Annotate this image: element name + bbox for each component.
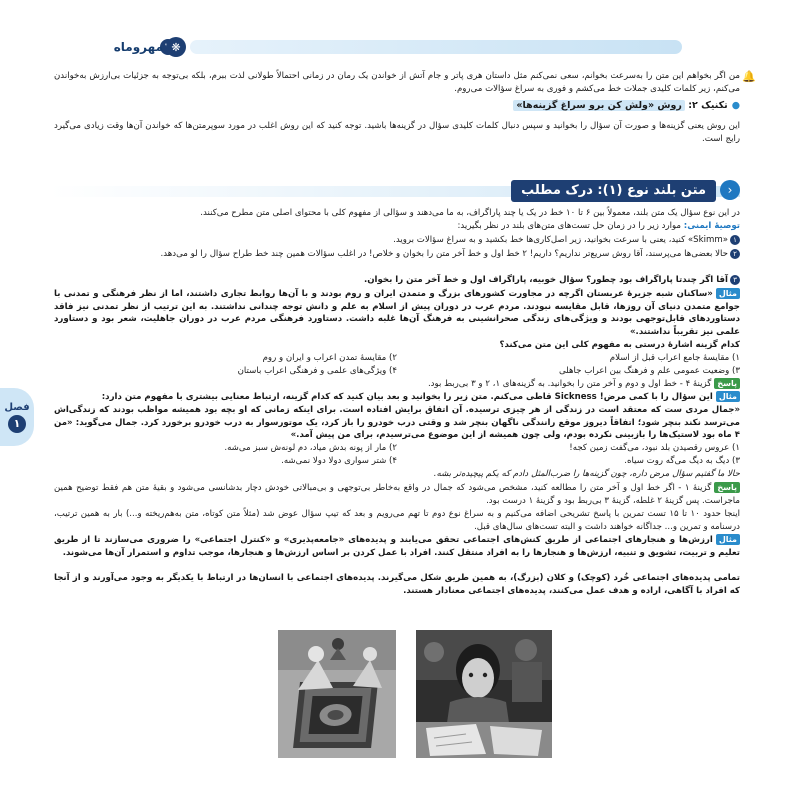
chapter-side-tab (0, 388, 34, 446)
q1-option-3: ۳) وضعیت عمومی علم و فرهنگ بین اعراب جاهلی (559, 365, 740, 376)
answer-tag: پاسخ (714, 378, 740, 389)
brand (102, 36, 186, 58)
q2-option-1: ۱) عروس رقصیدن بلد نبود، می‌گفت زمین کجه! (569, 443, 740, 453)
safety-tip (54, 220, 740, 233)
chevron-left-icon: ‹ (720, 180, 740, 200)
example-2-note: حالا ما گفتیم سؤال مرض داره، چون گزینه‌ها را ضرب‌المثل دادم که یکم پیچیده‌تر بشه. (433, 469, 740, 479)
bullet-icon: ● (731, 100, 740, 111)
tip-item-3: ۳آقا اگر چندتا پاراگراف بود چطور؟ سؤال خوبیه، پاراگراف اول و خط آخر متن را بخوان. (54, 274, 740, 287)
body-paragraph-1: در این نوع سؤال یک متن بلند، معمولاً بین ۶ تا ۱۰ خط در یک یا چند پاراگراف، به ما می‌دهند و سؤالی از مفهوم کلی با محتوای اصلی متن مطرح می‌کنند. (200, 208, 740, 218)
tip-item-1: ۱«Skimm» کنید، یعنی با سرعت بخوانید، زیر اصل‌کاری‌ها خط بکشید و به سراغ سؤالات بروید. (54, 234, 740, 247)
example-1: مثال«ساکنان شبه جزیرهٔ عربستان اگرچه در مجاورت کشورهای بزرگ و متمدن ایران و روم بودند و با آن‌ها روابط تجاری داشتند، اما از نظر فرهنگی و تمدنی با جوامع متمدن دنیای آن روزها، قابل مقایسه نبودند. مردم عرب در دوران پیش از اسلام به علم و دانش توجه چندانی نداشتند. به این ترتیب از نظر تمدنی نیز فاقد دستاوردهای قابل‌توجهی بودند و ویژگی‌های زندگی صحرانشینی به فرهنگ آن‌ها غلبه داشت. دستاورد فرهنگی مردم عرب در دوران جاهلیت، شعر بود و دستاورد علمی نیز تقریباً نداشتند.» (54, 289, 740, 337)
q1-option-4: ۴) ویژگی‌های علمی و فرهنگی اعراب باستان (237, 365, 397, 376)
question-2-options (54, 442, 740, 467)
tip-text: موارد زیر را در زمان حل تست‌های متن‌های بلند در نظر بگیرید: (457, 221, 682, 231)
example-tag: مثال (716, 288, 740, 299)
brand-name: مهروماه (113, 40, 163, 54)
example-tag: مثال (716, 391, 740, 402)
question-1-options (54, 352, 740, 377)
section-banner (50, 180, 740, 202)
technique-heading (54, 100, 740, 113)
header-band (190, 40, 682, 54)
butterfly-logo-icon: ❋ (166, 37, 186, 57)
answer-tag: پاسخ (714, 482, 740, 493)
q2-option-4: ۴) شتر سواری دولا دولا نمی‌شه. (281, 455, 397, 466)
page-header (0, 36, 800, 58)
q2-option-2: ۲) مار از پونه بدش میاد، دم لونه‌ش سبز می‌شه. (224, 443, 397, 453)
chapter-label: فصل (4, 401, 30, 413)
tip-item-2: ۲حالا بعضی‌ها می‌پرسند، آقا روش سریع‌تر نداریم؟ داریم! ۲ خط اول و خط آخر متن را بخوان و خلاص! در اغلب سؤالات همین چند خط طراح سؤال را لو می‌دهد. (54, 248, 740, 261)
technique-highlight: روش «ولش کن برو سراغ گزینه‌ها» (513, 100, 684, 111)
chapter-number: ۱ (8, 415, 26, 433)
technique-text: این روش یعنی گزینه‌ها و صورت آن سؤال را بخوانید و سپس دنبال کلمات کلیدی سؤال در گزینه‌ها باشید. توجه کنید که این روش اغلب در مورد سوپرمتن‌ها که خواندن آن‌ها وقت زیادی می‌گیرد رایج است. (54, 121, 740, 144)
q1-option-1: ۱) مقایسهٔ جامع اعراب قبل از اسلام (609, 353, 740, 363)
bell-icon: 🔔 (742, 70, 756, 83)
answer-1: پاسخگزینهٔ ۴ - خط اول و دوم و آخر متن را بخوانید. به گزینه‌های ۱، ۲ و ۳ بی‌ربط بود. (54, 378, 740, 391)
answer-2-extra: اینجا حدود ۱۰ تا ۱۵ تست تمرین با پاسخ تشریحی اضافه می‌کنیم و به سراغ نوع دوم تا تهم می‌رویم و بعد که تیپ سؤال عوض شد (مثلاً متن کوتاه، متن به‌هم‌ریخته و...) بار به همین ترتیب، درسنامه و تمرین و... جداگانه خواهند داشت و البته تست‌های سال‌های قبل. (54, 509, 740, 532)
example-tag: مثال (716, 534, 740, 545)
example-2-quote: «جمال مردی ست که معتقد است در زندگی از هر چیزی ترسیده. آن اتفاق برایش افتاده است. برای اینکه زمانی که او بچه بود همیشه مواظب بودند که زندگی‌اش می‌ترسد نکند بنچر شود؛ اتفاقاً دیروز موقع رانندگی ناگهان بنچر شد و وقتی درب خودرو را باز کرد، یک موتورسوار به درب خودرو برخورد کرد. جمال می‌گوید: «من ۴ ماه بود لاستیک‌ها را بازبینی نکرده بودم، ولی چون همیشه از این موضوع می‌ترسیدم، برای من پیش آمد.» (54, 405, 740, 441)
example-3-more: تمامی پدیده‌های اجتماعی خُرد (کوچک) و کلان (بزرگ)، به همین طریق شکل می‌گیرند. پدیده‌های اجتماعی با انسان‌ها در ارتباط با یکدیگر به وجود می‌آورند و از آنجا که افراد با آگاهی، اراده و هدف عمل می‌کنند، پدیده‌های اجتماعی معنادار هستند. (54, 573, 740, 596)
question-1: کدام گزینه اشارهٔ درستی به مفهوم کلی این متن می‌کند؟ (499, 340, 740, 350)
section-title: متن بلند نوع (۱): درک مطلب (511, 180, 716, 202)
intro-paragraph: من اگر بخواهم این متن را به‌سرعت بخوانم، سعی نمی‌کنم مثل داستان هری پاتر و جام آتش از خواندن یک رمان در زمانی احتمالاً طولانی لذت ببرم، بلکه بی‌توجه به جزئیات بی‌ارزش به‌خواندن می‌کنم، زیر کلمات کلیدی جملات خط می‌کشم و فوری به سراغ سؤالات می‌روم. (54, 71, 740, 94)
q1-option-2: ۲) مقایسهٔ تمدن اعراب و ایران و روم (262, 353, 397, 363)
example-3: مثالارزش‌ها و هنجارهای اجتماعی از طریق کنش‌های اجتماعی تحقق می‌یابند و پدیده‌های «جامعه‌پذیری» و «کنترل اجتماعی» را ضروری می‌سازند تا از طریق تعلیم و تربیت، تشویق و تنبیه، ارزش‌ها و هنجارها را به افراد منتقل کنند. افراد با عمل کردن بر اساس ارزش‌ها و هنجارها، موجب تداوم و استمرار آن‌ها می‌شوند. (54, 535, 740, 558)
q2-option-3: ۳) دیگ به دیگ می‌گه روت سیاه. (624, 455, 740, 466)
boy-in-classroom-photo (416, 630, 552, 758)
people-weaving-carpet-photo (278, 630, 396, 758)
example-2: مثالاین سؤال را با کمی مرض! Sickness قاطی می‌کنم. متن زیر را بخوانید و بعد بیان کنید که کدام گزینه، ارتباط معنایی بیشتری با مفهوم متن دارد: (54, 391, 740, 404)
tip-label: توصیهٔ ایمنی: (683, 221, 740, 231)
answer-2: پاسخگزینهٔ ۱ - اگر خط اول و آخر متن را مطالعه کنید، مشخص می‌شود که جمال در واقع به‌خاطر بی‌توجهی و بی‌مبالاتی خودش دچار بدشانسی می‌شود و بقیهٔ متن هم فقط توضیح همین ماجراست. پس گزینهٔ ۲ غلطه، گزینهٔ ۳ بی‌ربط بود و گزینهٔ ۱ درست بود. (54, 483, 740, 506)
technique-prefix: تکنیک ۲: (688, 100, 728, 111)
